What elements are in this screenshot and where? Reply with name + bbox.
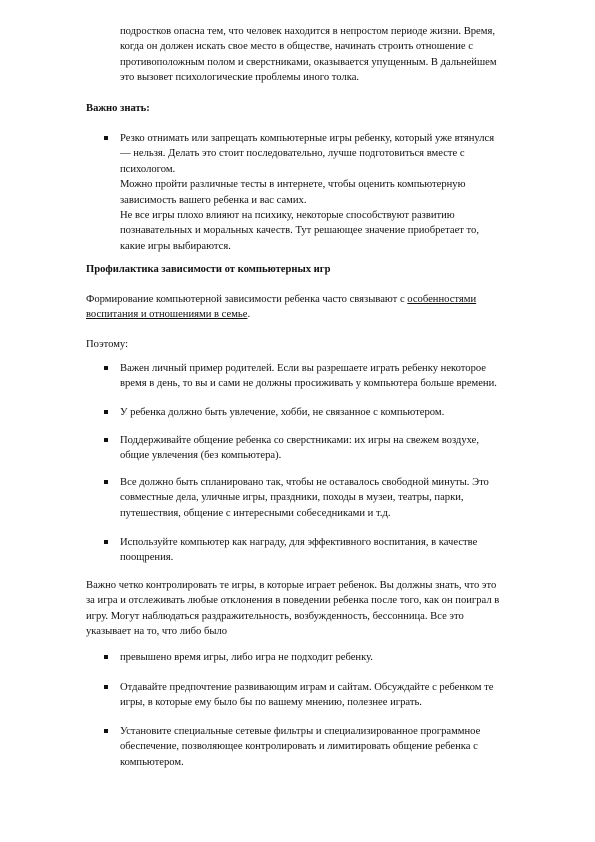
family-link[interactable]: особенностями: [407, 294, 477, 305]
control-line: указывает на то, что либо было: [86, 626, 228, 638]
bullet-icon: [104, 655, 108, 659]
bullet-line: компьютером.: [120, 756, 184, 768]
bullet-line: Резко отнимать или запрещать компьютерные игры ребенку, который уже втянулся: [120, 133, 495, 144]
formation-paragraph: [86, 292, 556, 323]
bullet-line: время в день, то вы и сами не должны просиживать у компьютера больше времени.: [120, 378, 497, 390]
bullet-text: [120, 131, 560, 254]
important-heading: Важно знать:: [86, 103, 150, 114]
bullet-line: Можно пройти различные тесты в интернете, чтобы оценить компьютерную: [120, 179, 466, 191]
control-line: Важно четко контролировать те игры, в которые играет ребенок. Вы должны знать, что это: [86, 580, 497, 591]
bullet-line: зависимость вашего ребенка и вас самих.: [120, 194, 307, 206]
bullet-line: Установите специальные сетевые фильтры и специализированное программное: [120, 726, 481, 737]
bullet-line: поощрения.: [120, 552, 174, 564]
bullet-line: Не все игры плохо влияют на психику, некоторые способствуют развитию: [120, 210, 455, 222]
intro-paragraph: [120, 24, 556, 86]
intro-line: когда он должен искать свое место в обществе, начинать строить отношение с: [120, 41, 473, 53]
intro-line: это вызовет психологические проблемы иного толка.: [120, 72, 360, 84]
bullet-icon: [104, 366, 108, 370]
bullet-line: Поддерживайте общение ребенка со сверстниками: их игры на свежем воздухе,: [120, 435, 480, 446]
intro-line: подростков опасна тем, что человек находится в непростом периоде жизни. Время,: [120, 26, 495, 37]
bullet-line: познавательных и моральных качеств. Тут решающее значение приобретает то,: [120, 225, 479, 237]
bullet-icon: [104, 729, 108, 733]
bullet-icon: [104, 136, 108, 140]
bullet-line: игры, в которые ему было бы по вашему мнению, полезнее играть.: [120, 697, 422, 709]
bullet-line: У ребенка должно быть увлечение, хобби, не связанное с компьютером.: [120, 407, 445, 418]
bullet-icon: [104, 480, 108, 484]
bullet-icon: [104, 410, 108, 414]
bullet-line: какие игры выбираются.: [120, 240, 231, 252]
bullet-line: обеспечение, позволяющее контролировать и лимитировать общение ребенка с: [120, 741, 478, 753]
family-link-continued[interactable]: воспитания и отношениями в семье: [86, 309, 248, 321]
bullet-line: путешествия, общение с интересными собеседниками и т.д.: [120, 507, 391, 519]
control-line: за игра и отслеживать любые отклонения в поведении ребенка после того, как он поиграл в: [86, 595, 500, 607]
bullet-line: Отдавайте предпочтение развивающим играм и сайтам. Обсуждайте с ребенком те: [120, 682, 494, 693]
bullet-icon: [104, 438, 108, 442]
bullet-icon: [104, 540, 108, 544]
bullet-line: Используйте компьютер как награду, для эффективного воспитания, в качестве: [120, 537, 478, 548]
bullet-line: превышено время игры, либо игра не подходит ребенку.: [120, 652, 373, 663]
bullet-line: психологом.: [120, 163, 176, 175]
formation-text: Формирование компьютерной зависимости ребенка часто связывают с: [86, 294, 408, 305]
bullet-line: общие увлечения (без компьютера).: [120, 450, 282, 462]
bullet-line: совместные дела, уличные игры, праздники, походы в музеи, театры, парки,: [120, 492, 464, 504]
control-paragraph: [86, 578, 556, 640]
bullet-line: Все должно быть спланировано так, чтобы не оставалось свободной минуты. Это: [120, 477, 489, 488]
bullet-icon: [104, 685, 108, 689]
formation-suffix: .: [247, 309, 251, 321]
bullet-line: — нельзя. Делать это стоит последовательно, лучше подготовиться вместе с: [120, 148, 465, 160]
control-line: игру. Могут наблюдаться раздражительность, возбужденность, бессонница. Все это: [86, 610, 464, 622]
therefore-text: Поэтому:: [86, 339, 129, 350]
intro-line: противоположным полом и сверстниками, оказывается упущенным. В дальнейшем: [120, 56, 497, 68]
prevention-heading: Профилактика зависимости от компьютерных игр: [86, 264, 331, 275]
bullet-line: Важен личный пример родителей. Если вы разрешаете играть ребенку некоторое: [120, 363, 487, 374]
